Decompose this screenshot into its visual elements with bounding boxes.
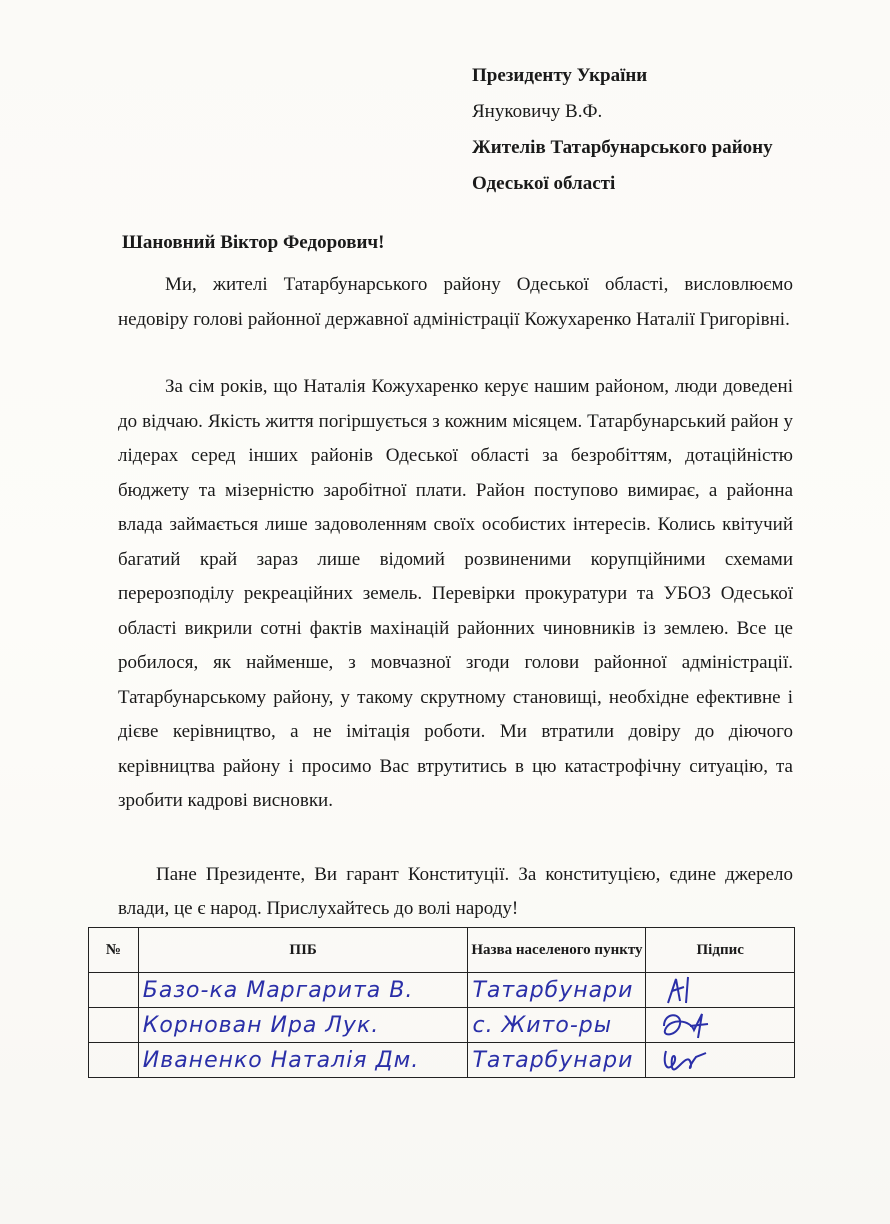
row-place-cell	[468, 1043, 646, 1078]
handwritten-place: Татарбунари	[472, 1047, 634, 1073]
header-signature: Підпис	[646, 928, 795, 973]
addressee-residents: Жителів Татарбунарського району	[472, 137, 773, 158]
addressee-region: Одеської області	[472, 173, 616, 194]
header-place: Назва населеного пункту	[468, 928, 646, 973]
row-place-cell	[468, 973, 646, 1008]
table-row	[89, 1043, 795, 1078]
greeting: Шановний Віктор Федорович!	[122, 232, 385, 253]
signature-mark	[650, 1008, 720, 1042]
row-name-cell	[138, 973, 468, 1008]
row-number-cell	[89, 1043, 139, 1078]
header-number: №	[89, 928, 139, 973]
table-header-row	[89, 928, 795, 973]
signature-mark	[650, 1043, 720, 1077]
row-signature-cell	[646, 1043, 795, 1078]
paragraph-2: За сім років, що Наталія Кожухаренко керує нашим районом, люди доведені до відчаю. Якість життя погіршується з кожним місяцем. Татарбунарський район у лідерах серед інших районів Одеської області за безробіттям, дотаційністю бюджету та мізерністю заробітної плати. Район поступово вимирає, а районна влада займається лише задоволенням своїх особистих інтересів. Колись квітучий багатий край зараз лише відомий розвиненими корупційними схемами перерозподілу рекреаційних земель. Перевірки прокуратури та УБОЗ Одеської області викрили сотні фактів махінацій районних чиновників із землею. Все це робилося, як найменше, з мовчазної згоди голови районної адміністрації. Татарбунарському району, у такому скрутному становищі, необхідне ефективне і дієве керівництво, а не імітація роботи. Ми втратили довіру до діючого керівництва району і просимо Вас втрутитись в цю катастрофічну ситуацію, та зробити кадрові висновки.	[118, 376, 793, 811]
row-name-cell	[138, 1008, 468, 1043]
handwritten-name: Базо-ка Маргарита В.	[142, 977, 414, 1003]
row-signature-cell	[646, 1008, 795, 1043]
addressee-name: Януковичу В.Ф.	[472, 101, 603, 122]
row-number-cell	[89, 973, 139, 1008]
table-row	[89, 1008, 795, 1043]
row-signature-cell	[646, 973, 795, 1008]
handwritten-place: с. Жито-ры	[472, 1012, 613, 1038]
handwritten-name: Корнован Ира Лук.	[142, 1012, 380, 1038]
paragraph-1: Ми, жителі Татарбунарського району Одеської області, висловлюємо недовіру голові районної державної адміністрації Кожухаренко Наталії Григорівні.	[118, 274, 793, 330]
handwritten-name: Иваненко Наталія Дм.	[142, 1047, 420, 1073]
handwritten-place: Татарбунари	[472, 977, 634, 1003]
addressee-block	[472, 58, 773, 202]
addressee-president: Президенту України	[472, 65, 648, 86]
row-place-cell	[468, 1008, 646, 1043]
row-name-cell	[138, 1043, 468, 1078]
signature-mark	[650, 973, 720, 1007]
header-name: ПІБ	[138, 928, 468, 973]
paragraph-3: Пане Президенте, Ви гарант Конституції. За конституцією, єдине джерело влади, це є народ. Прислухайтесь до волі народу!	[118, 864, 793, 919]
table-row	[89, 973, 795, 1008]
row-number-cell	[89, 1008, 139, 1043]
signatures-table	[88, 927, 795, 1078]
